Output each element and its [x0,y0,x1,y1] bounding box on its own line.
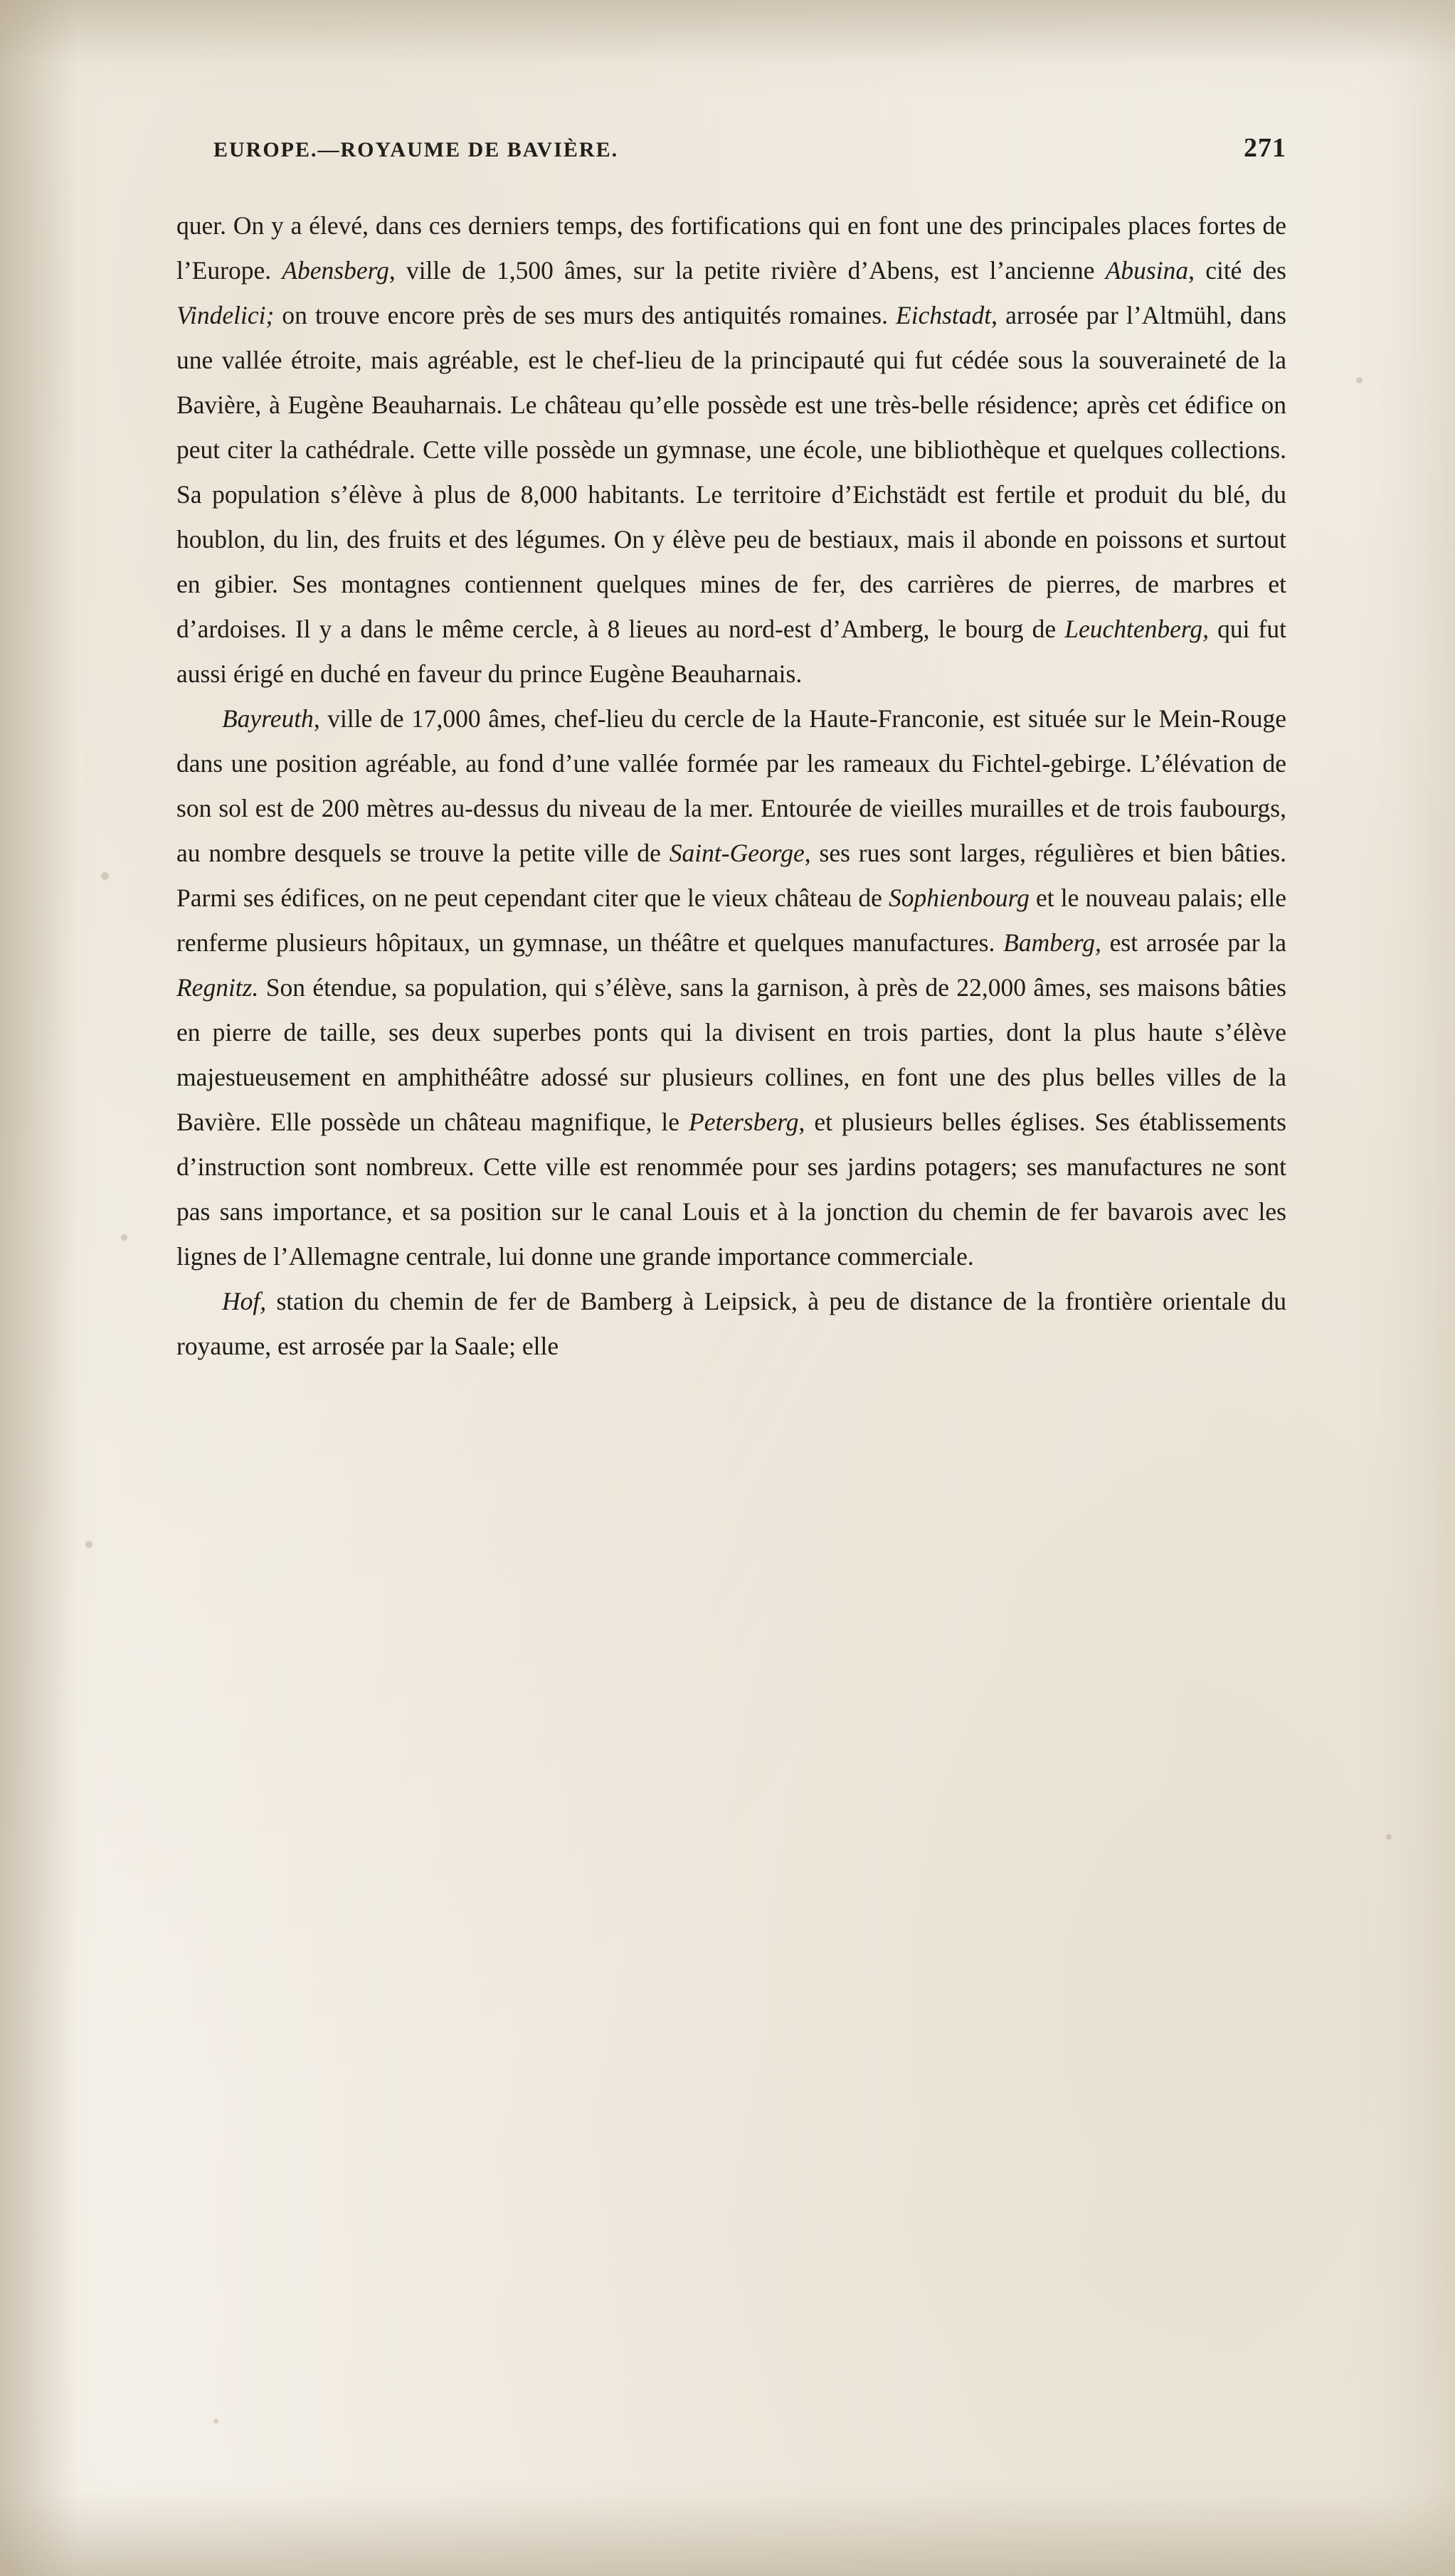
paragraph-hof: Hof, station du chemin de fer de Bamberg à Leipsick, à peu de distance de la frontière orientale du royaume, est arrosée par la Saale; elle [176,1287,1286,1360]
paper-speck [1386,1834,1392,1840]
paper-speck [121,1234,127,1241]
body-text [176,203,1286,1369]
running-head [176,132,1286,164]
paper-speck [213,2419,218,2424]
paragraph-bayreuth: Bayreuth, ville de 17,000 âmes, chef-lieu du cercle de la Haute-Franconie, est située sur le Mein-Rouge dans une position agréable, au fond d’une vallée formée par les rameaux du Fichtel-gebirge. L’élévation de son sol est de 200 mètres au-dessus du niveau de la mer. Entourée de vieilles murailles et de trois faubourgs, au nombre desquels se trouve la petite ville de Saint-George, ses rues sont larges, régulières et bien bâties. Parmi ses édifices, on ne peut cependant citer que le vieux château de Sophienbourg et le nouveau palais; elle renferme plusieurs hôpitaux, un gymnase, un théâtre et quelques manufactures. Bamberg, est arrosée par la Regnitz. Son étendue, sa population, qui s’élève, sans la garnison, à près de 22,000 âmes, ses maisons bâties en pierre de taille, ses deux superbes ponts qui la divisent en trois parties, dont la plus haute s’élève majestueusement en amphithéâtre adossé sur plusieurs collines, en font une des plus belles villes de la Bavière. Elle possède un château magnifique, le Petersberg, et plusieurs belles églises. Ses établissements d’instruction sont nombreux. Cette ville est renommée pour ses jardins potagers; ses manufactures ne sont pas sans importance, et sa position sur le canal Louis et à la jonction du chemin de fer bavarois avec les lignes de l’Allemagne centrale, lui donne une grande importance commerciale. [176,704,1286,1271]
page-edge-shadow-top [0,0,1455,64]
page-edge-shadow-left [0,0,78,2576]
paragraph-eichstadt: quer. On y a élevé, dans ces derniers temps, des fortifications qui en font une des principales places fortes de l’Europe. Abensberg, ville de 1,500 âmes, sur la petite rivière d’Abens, est l’ancienne Abusina, cité des Vindelici; on trouve encore près de ses murs des antiquités romaines. Eichstadt, arrosée par l’Altmühl, dans une vallée étroite, mais agréable, est le chef-lieu de la principauté qui fut cédée sous la souveraineté de la Bavière, à Eugène Beauharnais. Le château qu’elle possède est une très-belle résidence; après cet édifice on peut citer la cathédrale. Cette ville possède un gymnase, une école, une bibliothèque et quelques collections. Sa population s’élève à plus de 8,000 habitants. Le territoire d’Eichstädt est fertile et produit du blé, du houblon, du lin, des fruits et des légumes. On y élève peu de bestiaux, mais il abonde en poissons et surtout en gibier. Ses montagnes contiennent quelques mines de fer, des carrières de pierres, de marbres et d’ardoises. Il y a dans le même cercle, à 8 lieues au nord-est d’Amberg, le bourg de Leuchtenberg, qui fut aussi érigé en duché en faveur du prince Eugène Beauharnais. [176,211,1286,688]
paper-speck [85,1541,92,1548]
paper-speck [101,872,109,880]
page-edge-shadow-bottom [0,2491,1455,2576]
page-content [176,132,1286,1369]
page-number: 271 [1244,133,1286,163]
paper-speck [1356,377,1363,383]
running-head-title: EUROPE.—ROYAUME DE BAVIÈRE. [213,138,619,161]
